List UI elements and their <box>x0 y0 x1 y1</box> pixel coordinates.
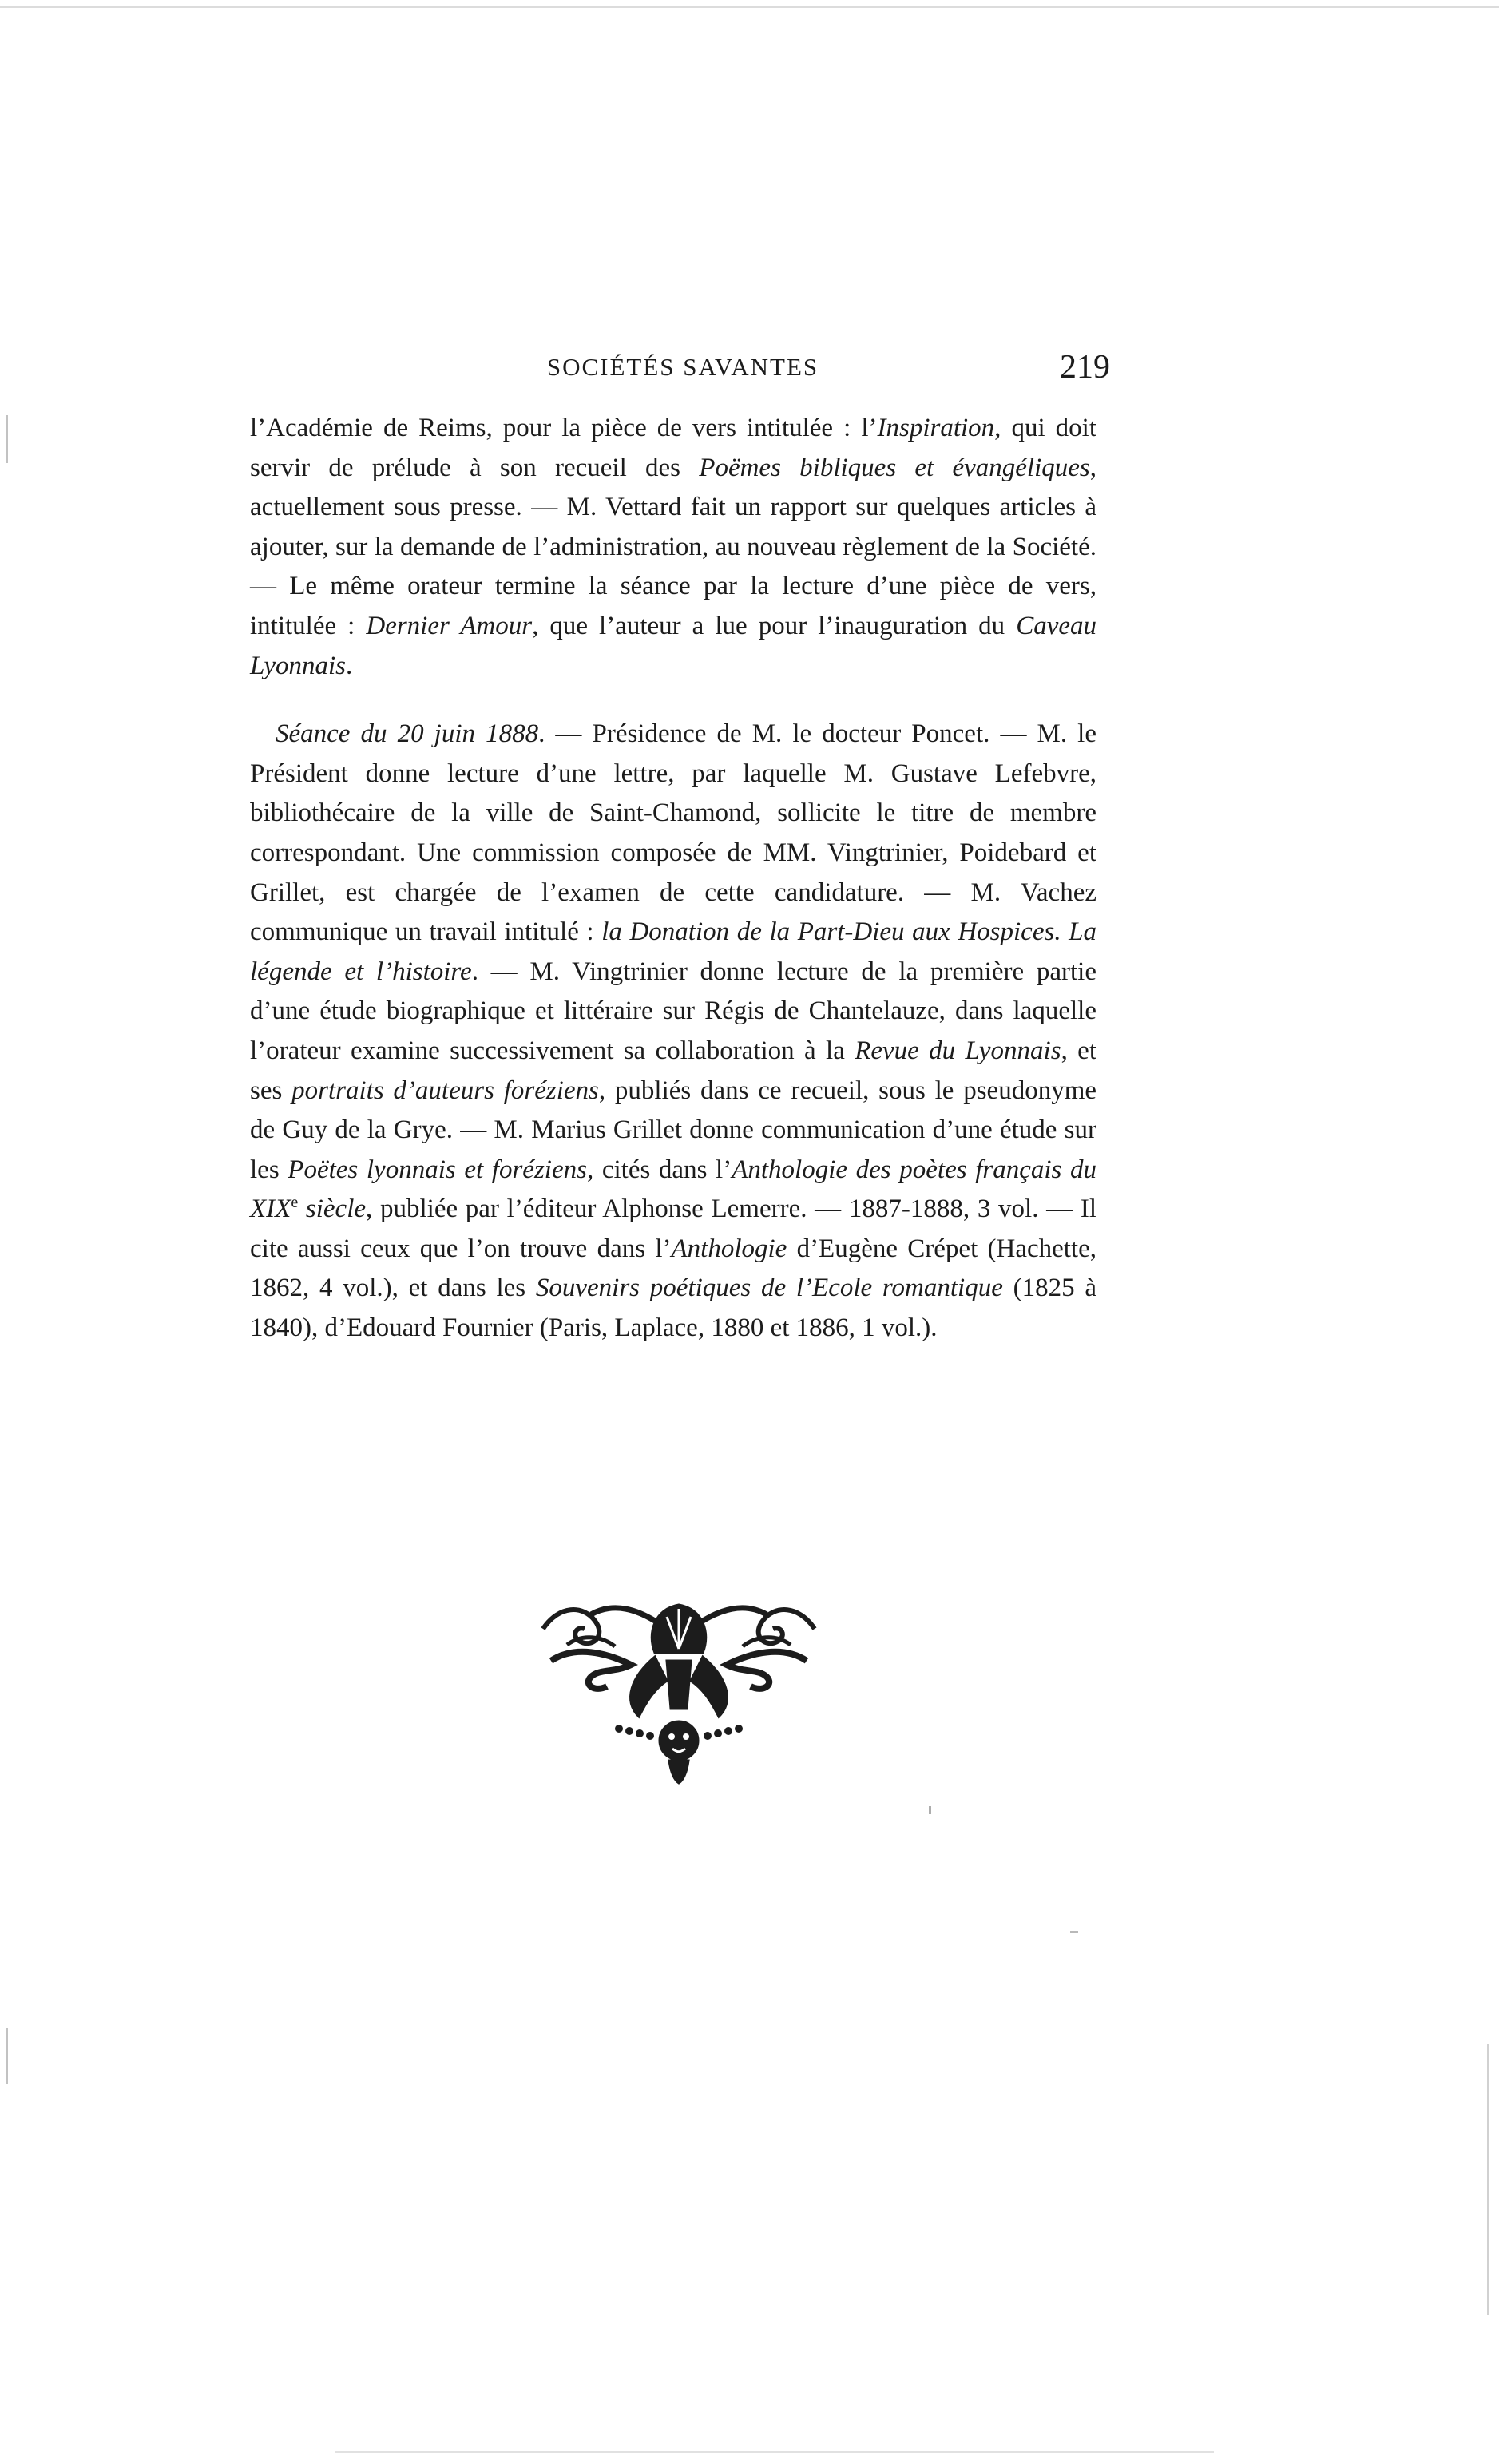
italic-title-anthologie: Anthologie des poètes français du XIX <box>250 1155 1097 1224</box>
text-run: , actuellement sous presse. — M. Vettard fait un rapport sur quelques articles à ajouter, sur la demande de l’administration, au nouveau règlement de la Société. — Le même orateur termine la séance par la lecture d’une pièce de vers, intitulée : <box>250 453 1097 640</box>
paragraph-1 <box>250 409 1096 686</box>
text-run: , cités dans l’ <box>586 1155 732 1184</box>
italic-title-revue: Revue du Lyonnais <box>855 1036 1061 1065</box>
text-run: . — M. Vingtrinier donne lecture de la première partie d’une étude biographique et littéraire sur Régis de Chantelauze, dans laquelle l’orateur examine successivement sa collaboration à la <box>250 957 1096 1065</box>
scan-speck <box>929 1806 931 1814</box>
paragraph-2 <box>250 715 1096 1349</box>
italic-title-dernier-amour: Dernier Amour <box>366 611 533 640</box>
text-run: d’Eugène Crépet (Hachette, 1862, 4 vol.), et dans les <box>250 1234 1096 1303</box>
text-run: l’Académie de Reims, pour la pièce de vers intitulée : l’ <box>250 414 878 442</box>
italic-title-caveau: Caveau Lyonnais <box>250 611 1097 680</box>
italic-title-souvenirs: Souvenirs poétiques de l’Ecole romantique <box>535 1274 1003 1303</box>
running-title: SOCIÉTÉS SAVANTES <box>546 353 819 381</box>
text-run: . — Présidence de M. le docteur Poncet. — M. le Président donne lecture d’une lettre, par laquelle M. Gustave Lefebvre, bibliothécaire de la ville de Saint-Chamond, sollicite le titre de membre correspondant. Une commission composée de MM. Vingtrinier, Poidebard et Grillet, est chargée de l’examen de cette candidature. — M. Vachez communique un travail intitulé : <box>250 719 1096 947</box>
body-text <box>250 409 1096 1349</box>
text-run: , et ses <box>250 1036 1096 1105</box>
italic-title-anthologie-2: Anthologie <box>671 1234 787 1263</box>
scan-edge-right <box>1487 2044 1489 2315</box>
italic-title-donation: la Donation de la Part-Dieu aux Hospices. La légende et l’histoire <box>250 917 1097 986</box>
italic-title-inspiration: Inspiration <box>877 414 995 442</box>
italic-siecle: siècle <box>298 1194 367 1224</box>
italic-title-portraits: portraits d’auteurs foréziens <box>291 1076 599 1105</box>
fleuron-ornament-icon <box>535 1597 823 1785</box>
text-run: , publiés dans ce recueil, sous le pseudonyme de Guy de la Grye. — M. Marius Grillet donne communication d’une étude sur les <box>250 1076 1097 1184</box>
page-header <box>248 348 1118 396</box>
scan-edge-left <box>6 415 8 463</box>
scan-edge-top <box>0 6 1499 8</box>
scan-edge-left-2 <box>6 2028 8 2084</box>
text-run: . <box>346 651 353 680</box>
scan-speck-2 <box>1070 1931 1078 1933</box>
superscript: e <box>291 1194 299 1212</box>
page-number: 219 <box>1060 349 1110 386</box>
text-run: , qui doit servir de prélude à son recueil des <box>250 414 1096 482</box>
text-run: , publiée par l’éditeur Alphonse Lemerre. — 1887-1888, 3 vol. — Il cite aussi ceux que l’on trouve dans l’ <box>250 1194 1096 1263</box>
scan-edge-bottom <box>335 2451 1214 2453</box>
italic-title-poetes: Poëtes lyonnais et foréziens <box>288 1155 587 1184</box>
italic-title-poemes: Poëmes bibliques et évangéliques <box>699 453 1090 482</box>
text-run: (1825 à 1840), d’Edouard Fournier (Paris, Laplace, 1880 et 1886, 1 vol.). <box>250 1274 1096 1343</box>
text-run: , que l’auteur a lue pour l’inauguration du <box>532 611 1017 640</box>
italic-session-date: Séance du 20 juin 1888 <box>276 719 539 749</box>
